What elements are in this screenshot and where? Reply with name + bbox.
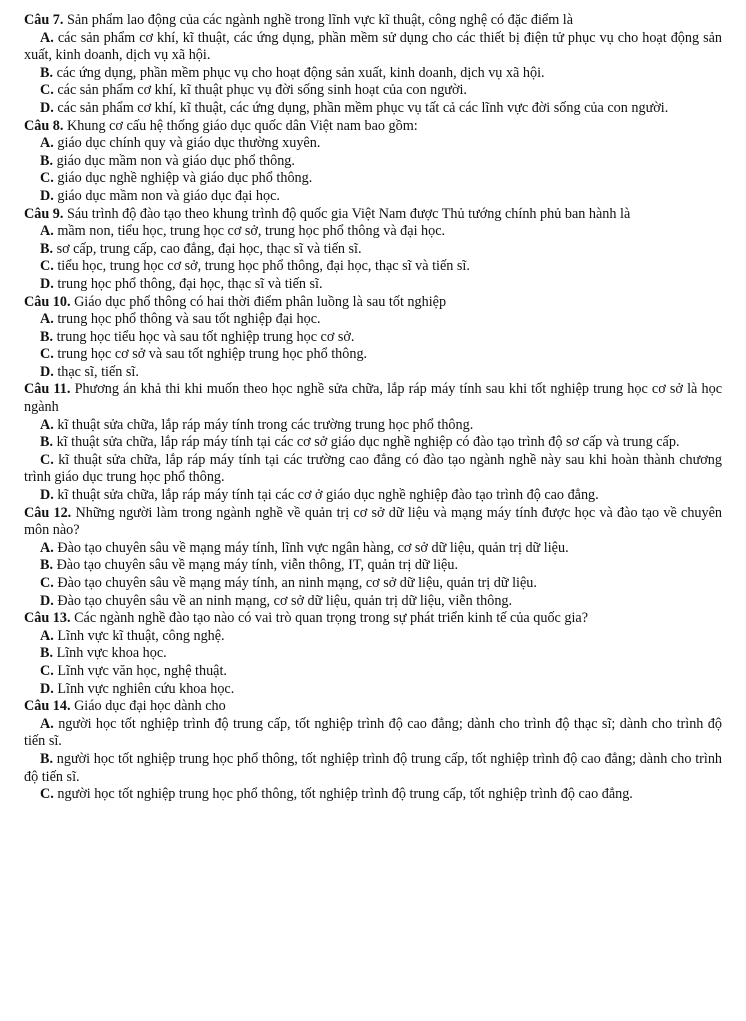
option-letter: D. (40, 275, 54, 292)
question-stem (24, 610, 722, 628)
option-text: các ứng dụng, phần mềm phục vụ cho hoạt động sản xuất, kinh doanh, dịch vụ xã hội. (56, 64, 545, 81)
question (24, 118, 722, 206)
answer-option (24, 153, 722, 171)
option-letter: A. (40, 416, 54, 433)
option-letter: A. (40, 311, 54, 328)
option-letter: C. (40, 786, 54, 803)
option-text: Lĩnh vực khoa học. (56, 645, 167, 662)
question-number: Câu 10. (24, 293, 71, 310)
question (24, 698, 722, 804)
option-letter: D. (40, 592, 54, 609)
answer-option (24, 628, 722, 646)
answer-option (24, 276, 722, 294)
question-text: Giáo dục đại học dành cho (74, 698, 226, 715)
answer-option (24, 751, 722, 786)
answer-option (24, 30, 722, 65)
option-text: trung học tiểu học và sau tốt nghiệp trung học cơ sở. (56, 328, 355, 345)
question (24, 505, 722, 611)
option-text: Lĩnh vực nghiên cứu khoa học. (57, 680, 235, 697)
option-text: kĩ thuật sửa chữa, lắp ráp máy tính trong các trường trung học phổ thông. (57, 416, 474, 433)
answer-option (24, 364, 722, 382)
option-letter: A. (40, 539, 54, 556)
option-letter: B. (40, 645, 54, 662)
option-text: trung học phổ thông, đại học, thạc sĩ và tiến sĩ. (57, 275, 323, 292)
answer-option (24, 452, 722, 487)
option-letter: D. (40, 187, 54, 204)
option-letter: D. (40, 363, 54, 380)
question (24, 206, 722, 294)
option-letter: C. (40, 575, 54, 591)
option-letter: C. (40, 662, 54, 679)
option-text: tiểu học, trung học cơ sở, trung học phổ thông, đại học, thạc sĩ và tiến sĩ. (57, 258, 470, 275)
option-text: kĩ thuật sửa chữa, lắp ráp máy tính tại các cơ ở giáo dục nghề nghiệp đào tạo trình độ cao đẳng. (57, 487, 599, 504)
answer-option (24, 135, 722, 153)
option-letter: C. (40, 258, 54, 275)
option-text: Lĩnh vực kĩ thuật, công nghệ. (57, 627, 225, 644)
option-text: Đào tạo chuyên sâu về mạng máy tính, lĩnh vực ngân hàng, cơ sở dữ liệu, quản trị dữ liệu. (57, 539, 569, 556)
answer-option (24, 346, 722, 364)
question (24, 610, 722, 698)
option-list (24, 716, 722, 804)
option-text: Lĩnh vực văn học, nghệ thuật. (57, 662, 227, 679)
answer-option (24, 223, 722, 241)
option-text: người học tốt nghiệp trình độ trung cấp, tốt nghiệp trình độ cao đẳng; dành cho trình độ thạc sĩ; dành cho trình độ tiến sĩ. (24, 715, 722, 750)
answer-option (24, 258, 722, 276)
answer-option (24, 786, 722, 804)
option-text: kĩ thuật sửa chữa, lắp ráp máy tính tại các trường cao đẳng có đào tạo ngành nghề này sau khi hoàn thành chương trình giáo dục trung học phổ thông. (24, 451, 722, 486)
option-letter: D. (40, 487, 54, 504)
question-stem (24, 206, 722, 224)
option-list (24, 135, 722, 205)
option-text: thạc sĩ, tiến sĩ. (57, 363, 139, 380)
option-text: Đào tạo chuyên sâu về mạng máy tính, an ninh mạng, cơ sở dữ liệu, quản trị dữ liệu. (57, 575, 537, 591)
answer-option (24, 681, 722, 699)
question-number: Câu 13. (24, 610, 71, 627)
question (24, 12, 722, 118)
answer-option (24, 100, 722, 118)
answer-option (24, 188, 722, 206)
question-number: Câu 8. (24, 117, 64, 134)
option-letter: A. (40, 627, 54, 644)
option-letter: B. (40, 240, 54, 257)
answer-option (24, 663, 722, 681)
option-letter: A. (40, 715, 54, 732)
option-text: người học tốt nghiệp trung học phổ thông, tốt nghiệp trình độ trung cấp, tốt nghiệp trình độ cao đẳng; dành cho trình độ tiến sĩ. (24, 750, 723, 785)
option-letter: C. (40, 82, 54, 99)
question-stem (24, 381, 722, 416)
option-text: giáo dục mầm non và giáo dục phổ thông. (56, 152, 295, 169)
answer-option (24, 311, 722, 329)
option-letter: B. (40, 750, 54, 767)
question-text: Khung cơ cấu hệ thống giáo dục quốc dân Việt nam bao gồm: (66, 117, 418, 134)
answer-option (24, 434, 722, 452)
question-stem (24, 12, 722, 30)
option-text: giáo dục chính quy và giáo dục thường xuyên. (57, 135, 321, 152)
option-letter: A. (40, 223, 54, 240)
option-letter: C. (40, 170, 54, 187)
answer-option (24, 593, 722, 611)
question-text: Sáu trình độ đào tạo theo khung trình độ quốc gia Việt Nam được Thủ tướng chính phủ ban hành là (66, 205, 631, 222)
question-number: Câu 14. (24, 698, 71, 715)
option-letter: B. (40, 434, 54, 451)
answer-option (24, 329, 722, 347)
option-list (24, 540, 722, 610)
option-list (24, 30, 722, 118)
option-letter: C. (40, 451, 54, 468)
answer-option (24, 65, 722, 83)
option-text: trung học phổ thông và sau tốt nghiệp đại học. (57, 311, 321, 328)
option-text: trung học cơ sở và sau tốt nghiệp trung học phổ thông. (57, 346, 368, 363)
option-text: Đào tạo chuyên sâu về mạng máy tính, viễn thông, IT, quản trị dữ liệu. (56, 557, 458, 574)
question-text: Giáo dục phổ thông có hai thời điểm phân luồng là sau tốt nghiệp (74, 293, 447, 310)
answer-option (24, 540, 722, 558)
answer-option (24, 170, 722, 188)
option-text: các sản phẩm cơ khí, kĩ thuật, các ứng dụng, phần mềm sử dụng cho các thiết bị điện tử phục vụ cho hoạt động sản xuất, kinh doanh, dịch vụ xã hội. (24, 29, 723, 64)
question-stem (24, 294, 722, 312)
question (24, 381, 722, 504)
option-letter: B. (40, 64, 54, 81)
option-letter: D. (40, 99, 54, 116)
answer-option (24, 557, 722, 575)
question-text: Những người làm trong ngành nghề về quản trị cơ sở dữ liệu và mạng máy tính được học và đào tạo về chuyên môn nào? (24, 504, 723, 539)
question-stem (24, 118, 722, 136)
option-list (24, 311, 722, 381)
question-text: Phương án khả thi khi muốn theo học nghề sửa chữa, lắp ráp máy tính sau khi tốt nghiệp trung học cơ sở là học ngành (24, 381, 723, 416)
option-letter: A. (40, 29, 54, 46)
question (24, 294, 722, 382)
option-list (24, 628, 722, 698)
option-letter: B. (40, 328, 54, 345)
option-text: Đào tạo chuyên sâu về an ninh mạng, cơ sở dữ liệu, quản trị dữ liệu, viễn thông. (57, 592, 513, 609)
answer-option (24, 487, 722, 505)
question-number: Câu 11. (24, 381, 71, 398)
answer-option (24, 716, 722, 751)
question-text: Sản phẩm lao động của các ngành nghề trong lĩnh vực kĩ thuật, công nghệ có đặc điểm là (66, 12, 574, 28)
option-text: mầm non, tiểu học, trung học cơ sở, trung học phổ thông và đại học. (57, 223, 446, 240)
question-number: Câu 12. (24, 504, 72, 521)
option-text: người học tốt nghiệp trung học phổ thông, tốt nghiệp trình độ trung cấp, tốt nghiệp trình độ cao đẳng. (57, 786, 633, 803)
answer-option (24, 82, 722, 100)
option-text: các sản phẩm cơ khí, kĩ thuật, các ứng dụng, phần mềm phục vụ tất cả các lĩnh vực đời sống của con người. (57, 99, 669, 116)
question-stem (24, 698, 722, 716)
option-letter: D. (40, 680, 54, 697)
option-text: kĩ thuật sửa chữa, lắp ráp máy tính tại các cơ sở giáo dục nghề nghiệp có đào tạo trình độ sơ cấp và trung cấp. (56, 434, 680, 451)
question-text: Các ngành nghề đào tạo nào có vai trò quan trọng trong sự phát triển kinh tế của quốc gia? (74, 610, 589, 627)
option-text: các sản phẩm cơ khí, kĩ thuật phục vụ đời sống sinh hoạt của con người. (57, 82, 467, 99)
question-number: Câu 9. (24, 205, 64, 222)
option-text: giáo dục mầm non và giáo dục đại học. (57, 187, 280, 204)
answer-option (24, 575, 722, 593)
answer-option (24, 645, 722, 663)
option-letter: B. (40, 557, 54, 574)
answer-option (24, 417, 722, 435)
option-letter: A. (40, 135, 54, 152)
option-list (24, 417, 722, 505)
option-letter: C. (40, 346, 54, 363)
option-letter: B. (40, 152, 54, 169)
option-text: sơ cấp, trung cấp, cao đẳng, đại học, thạc sĩ và tiến sĩ. (56, 240, 362, 257)
option-text: giáo dục nghề nghiệp và giáo dục phổ thông. (57, 170, 313, 187)
question-number: Câu 7. (24, 12, 64, 28)
question-stem (24, 505, 722, 540)
answer-option (24, 241, 722, 259)
option-list (24, 223, 722, 293)
